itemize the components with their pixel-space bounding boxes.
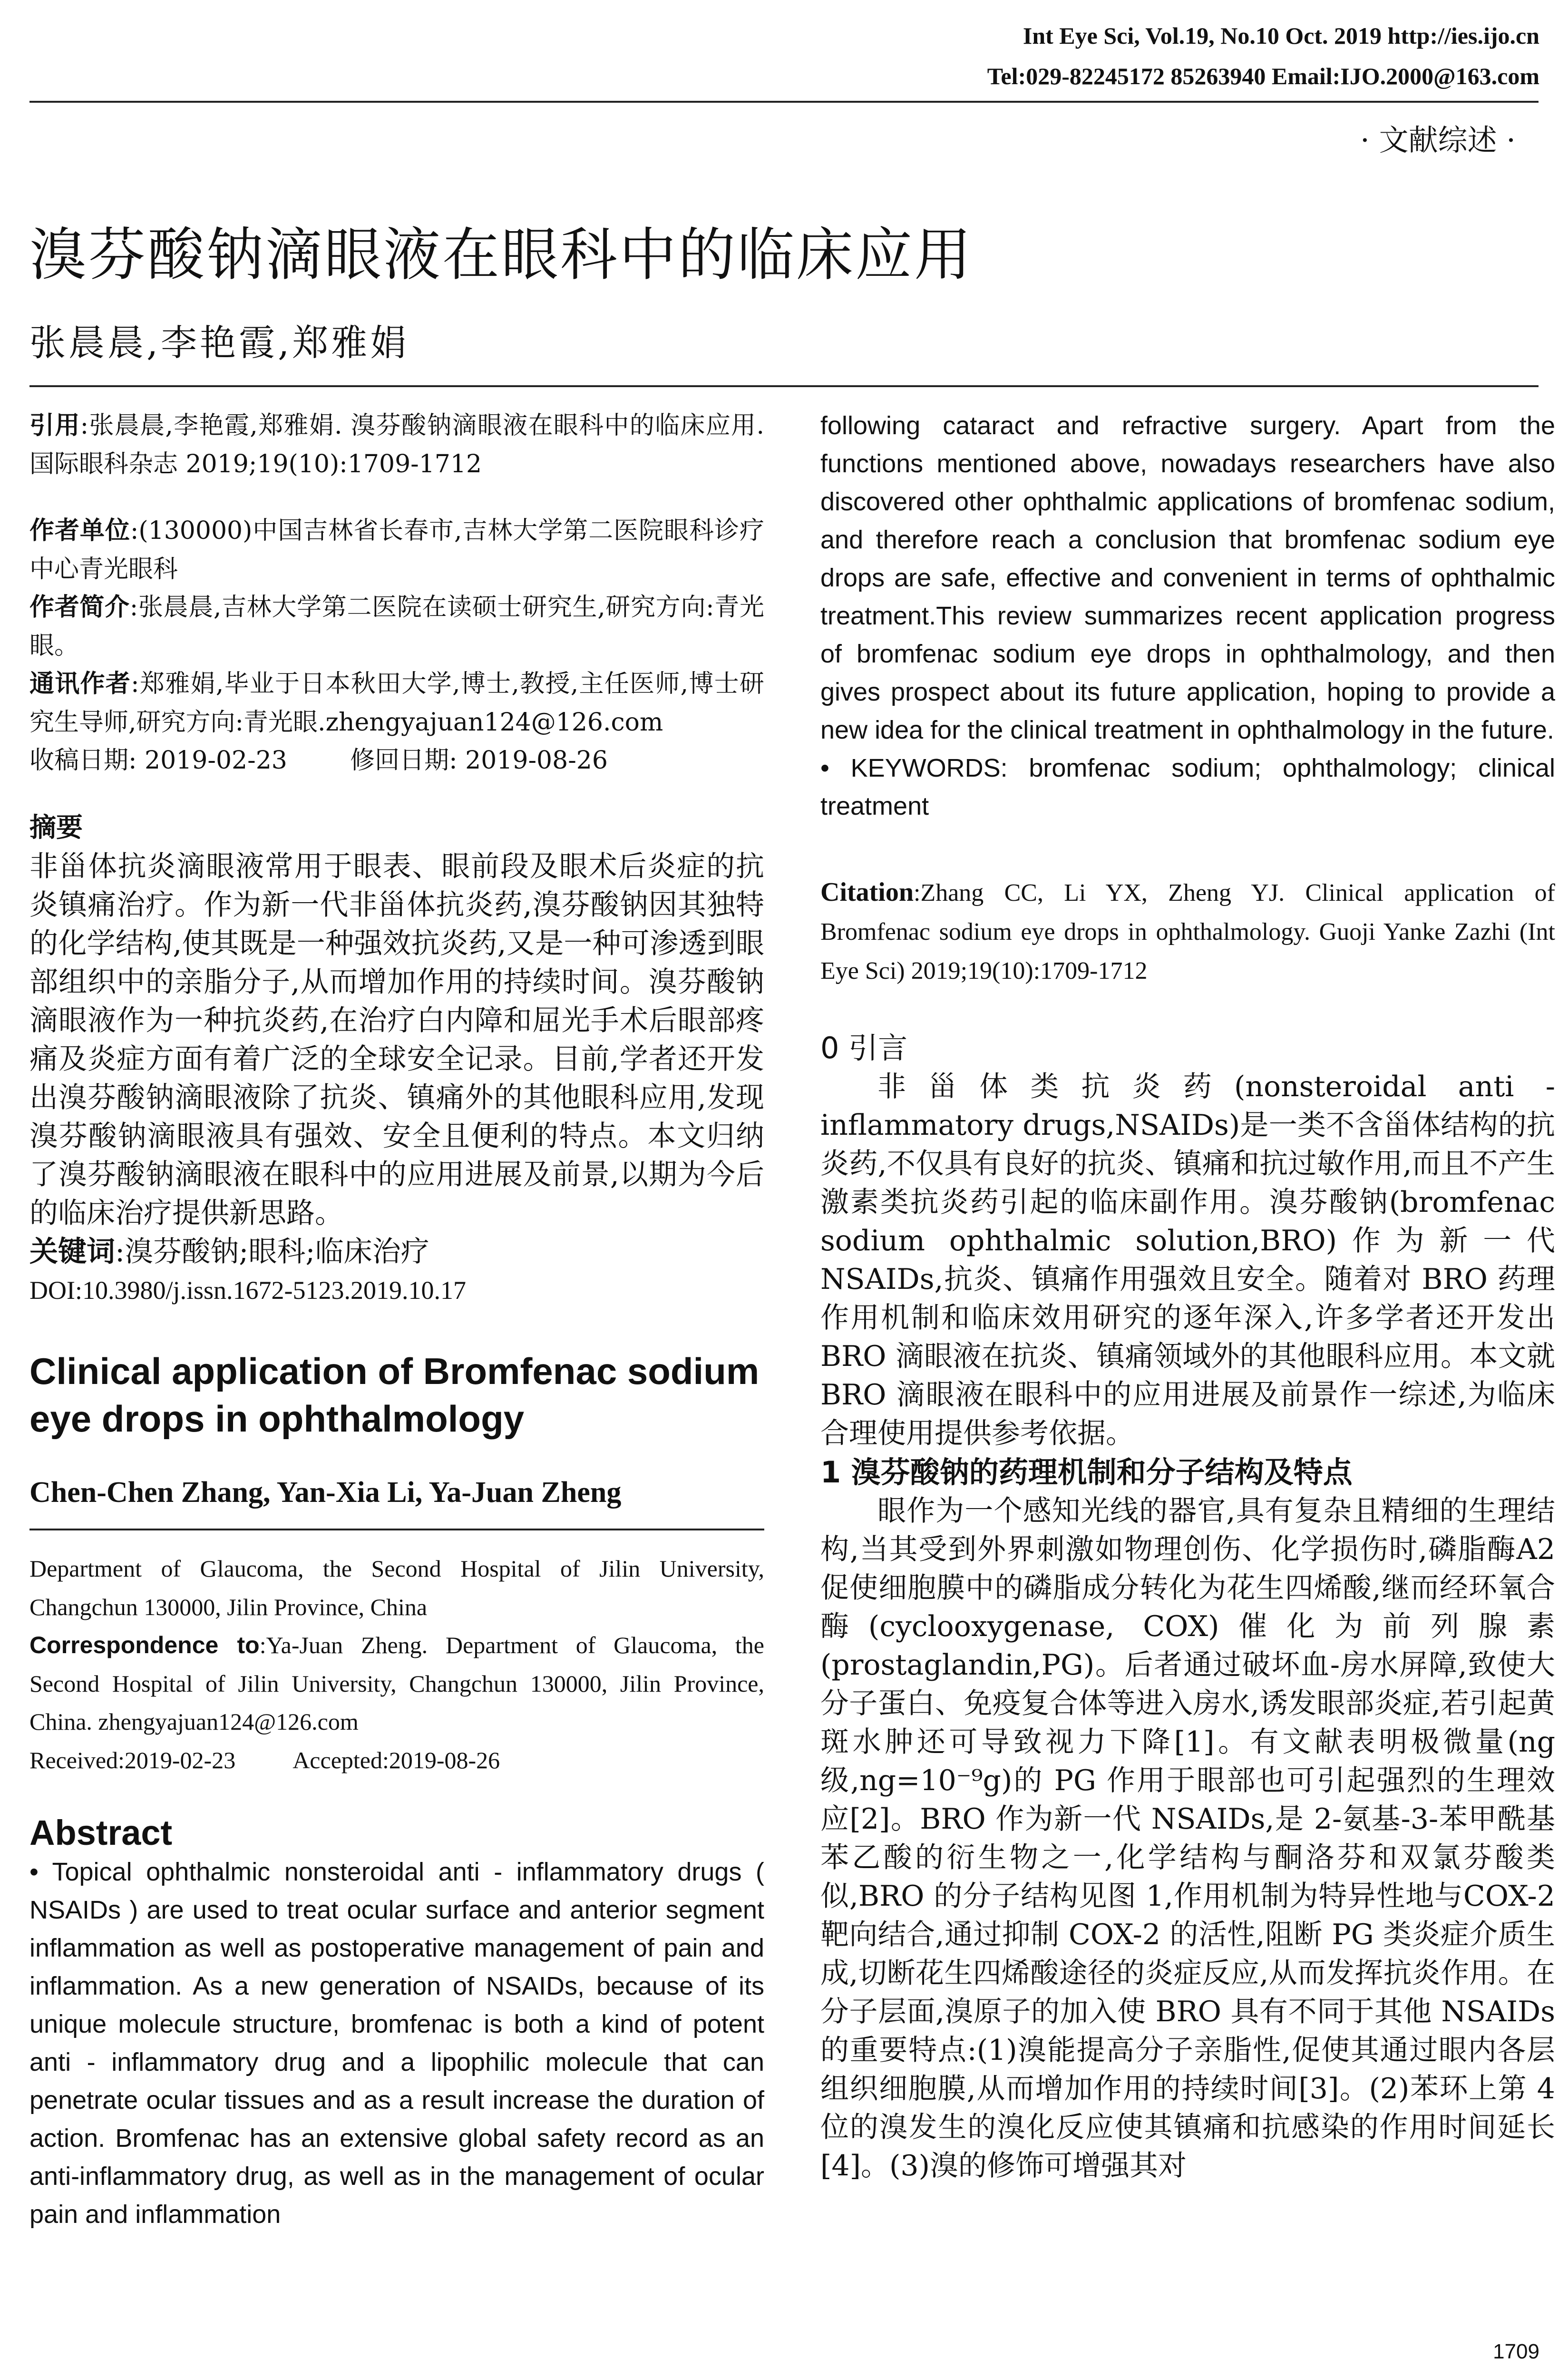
author-unit-label: 作者单位 <box>29 516 130 545</box>
citation-cn <box>29 407 764 483</box>
abstract-en-heading: Abstract <box>29 1813 173 1852</box>
received-accepted <box>29 1741 764 1780</box>
keywords-cn-label: 关键词 <box>29 1235 115 1268</box>
correspondence-en-text: :Ya-Juan Zheng. Department of Glaucoma, the Second Hospital of Jilin University, Changchun 130000, Jilin Province, China. zhengyajuan124@126.com <box>29 1632 765 1735</box>
citation-en-text: :Zhang CC, Li YX, Zheng YJ. Clinical application of Bromfenac sodium eye drops in ophthalmology. Guoji Yanke Zazhi (Int Eye Sci) 2019;19(10):1709-1712 <box>820 879 1555 984</box>
authors: 张晨晨,李艳霞,郑雅娟 <box>29 321 409 364</box>
received-date: Received:2019-02-23 <box>29 1746 236 1773</box>
accepted-date: Accepted:2019-08-26 <box>292 1746 500 1773</box>
english-authors: Chen-Chen Zhang, Yan-Xia Li, Ya-Juan Zheng <box>29 1476 622 1509</box>
section-0-heading: 0 引言 <box>820 1031 908 1065</box>
section-0-paragraph: 非甾体类抗炎药(nonsteroidal anti - inflammatory drugs,NSAIDs)是一类不含甾体结构的抗炎药,不仅具有良好的抗炎、镇痛和抗过敏作用,而且不产生激素类抗炎药引起的临床副作用。溴芬酸钠(bromfenac sodium ophthalmic solution,BRO)作为新一代 NSAIDs,抗炎、镇痛作用强效且安全。随着对 BRO 药理作用机制和临床效用研究的逐年深入,许多学者还开发出 BRO 滴眼液在抗炎、镇痛领域外的其他眼科应用。本文就 BRO 滴眼液在眼科中的应用进展及前景作一综述,为临床合理使用提供参考依据。 <box>820 1070 1555 1450</box>
section-1-heading: 1 溴芬酸钠的药理机制和分子结构及特点 <box>820 1455 1353 1490</box>
section-1-paragraph: 眼作为一个感知光线的器官,具有复杂且精细的生理结构,当其受到外界刺激如物理创伤、化学损伤时,磷脂酶A2 促使细胞膜中的磷脂成分转化为花生四烯酸,继而经环氧合酶(cyclooxygenase, COX)催化为前列腺素(prostaglandin,PG)。后者通过破坏血-房水屏障,致使大分子蛋白、免疫复合体等进入房水,诱发眼部炎症,若引起黄斑水肿还可导致视力下降[1]。有文献表明极微量(ng级,ng=10⁻⁹g)的 PG 作用于眼部也可引起强烈的生理效应[2]。BRO 作为新一代 NSAIDs,是 2-氨基-3-苯甲酰基苯乙酸的衍生物之一,化学结构与酮洛芬和双氯芬酸类似,BRO 的分子结构见图 1,作用机制为特异性地与COX-2靶向结合,通过抑制 COX-2 的活性,阻断 PG 类炎症介质生成,切断花生四烯酸途径的炎症反应,从而发挥抗炎作用。在分子层面,溴原子的加入使 BRO 具有不同于其他 NSAIDs 的重要特点:(1)溴能提高分子亲脂性,促使其通过眼内各层组织细胞膜,从而增加作用的持续时间[3]。(2)苯环上第 4 位的溴发生的溴化反应使其镇痛和抗感染的作用时间延长[4]。(3)溴的修饰可增强其对 <box>820 1494 1555 2182</box>
author-bio-text: :张晨晨,吉林大学第二医院在读硕士研究生,研究方向:青光眼。 <box>29 593 764 660</box>
doi: DOI:10.3980/j.issn.1672-5123.2019.10.17 <box>29 1276 466 1305</box>
section-tag: · 文献综述 · <box>1360 123 1516 157</box>
header-rule <box>29 101 1539 103</box>
correspondence-en <box>29 1626 764 1741</box>
abstract-cn: 非甾体抗炎滴眼液常用于眼表、眼前段及眼术后炎症的抗炎镇痛治疗。作为新一代非甾体抗炎药,溴芬酸钠因其独特的化学结构,使其既是一种强效抗炎药,又是一种可渗透到眼部组织中的亲脂分子,从而增加作用的持续时间。溴芬酸钠滴眼液作为一种抗炎药,在治疗白内障和屈光手术后眼部疼痛及炎症方面有着广泛的全球安全记录。目前,学者还开发出溴芬酸钠滴眼液除了抗炎、镇痛外的其他眼科应用,发现溴芬酸钠滴眼液具有强效、安全且便利的特点。本文归纳了溴芬酸钠滴眼液在眼科中的应用进展及前景,以期为今后的临床治疗提供新思路。 <box>29 849 764 1230</box>
citation-cn-label: 引用 <box>29 411 80 440</box>
corresponding-author-label: 通讯作者 <box>29 670 131 698</box>
affiliation: Department of Glaucoma, the Second Hospital of Jilin University, Changchun 130000, Jilin Province, China <box>29 1555 764 1620</box>
keywords-en: • KEYWORDS: bromfenac sodium; ophthalmology; clinical treatment <box>820 754 1555 820</box>
citation-cn-text: :张晨晨,李艳霞,郑雅娟. 溴芬酸钠滴眼液在眼科中的临床应用. 国际眼科杂志 2019;19(10):1709-1712 <box>29 411 764 478</box>
abstract-en: • Topical ophthalmic nonsteroidal anti - inflammatory drugs ( NSAIDs ) are used to treat ocular surface and anterior segment inflammation as well as postoperative management of pain and inflammation. As a new generation of NSAIDs, because of its unique molecule structure, bromfenac is both a kind of potent anti - inflammatory drug and a lipophilic molecule that can penetrate ocular tissues and as a result increase the duration of action. Bromfenac has an extensive global safety record as an anti-inflammatory drug, as well as in the management of ocular pain and inflammation <box>29 1858 764 2229</box>
author-bio <box>29 588 764 665</box>
english-authors-rule <box>29 1510 764 1530</box>
corresponding-author-text: :郑雅娟,毕业于日本秋田大学,博士,教授,主任医师,博士研究生导师,研究方向:青光眼.zhengyajuan124@126.com <box>29 670 764 737</box>
journal-header-line1: Int Eye Sci, Vol.19, No.10 Oct. 2019 http://ies.ijo.cn <box>1023 22 1539 49</box>
right-column <box>820 407 1555 2185</box>
author-unit-text: :(130000)中国吉林省长春市,吉林大学第二医院眼科诊疗中心青光眼科 <box>29 516 764 584</box>
dates-cn: 收稿日期: 2019-02-23 修回日期: 2019-08-26 <box>29 746 608 775</box>
keywords-cn <box>29 1233 764 1271</box>
corresponding-author <box>29 665 764 741</box>
title-rule <box>29 385 1539 387</box>
correspondence-en-label: Correspondence to <box>29 1632 260 1658</box>
journal-header-line2: Tel:029-82245172 85263940 Email:IJO.2000@163.com <box>987 63 1539 89</box>
abstract-cn-heading: 摘要 <box>29 812 83 843</box>
abstract-en-continued: following cataract and refractive surgery. Apart from the functions mentioned above, nowadays researchers have also discovered other ophthalmic applications of bromfenac sodium, and therefore reach a conclusion that bromfenac sodium eye drops are safe, effective and convenient in terms of ophthalmic treatment.This review summarizes recent application progress of bromfenac sodium eye drops in ophthalmology, and then gives prospect about its future application, hoping to provide a new idea for the clinical treatment in ophthalmology in the future. <box>820 411 1555 744</box>
left-column <box>29 407 764 2233</box>
author-unit <box>29 512 764 588</box>
author-bio-label: 作者简介 <box>29 593 130 622</box>
english-title: Clinical application of Bromfenac sodium eye drops in ophthalmology <box>29 1350 760 1440</box>
page-title: 溴芬酸钠滴眼液在眼科中的临床应用 <box>29 222 973 288</box>
citation-en <box>820 873 1555 991</box>
citation-en-label: Citation <box>820 877 914 907</box>
page-number: 1709 <box>1493 2340 1539 2363</box>
keywords-cn-text: :溴芬酸钠;眼科;临床治疗 <box>115 1235 429 1268</box>
